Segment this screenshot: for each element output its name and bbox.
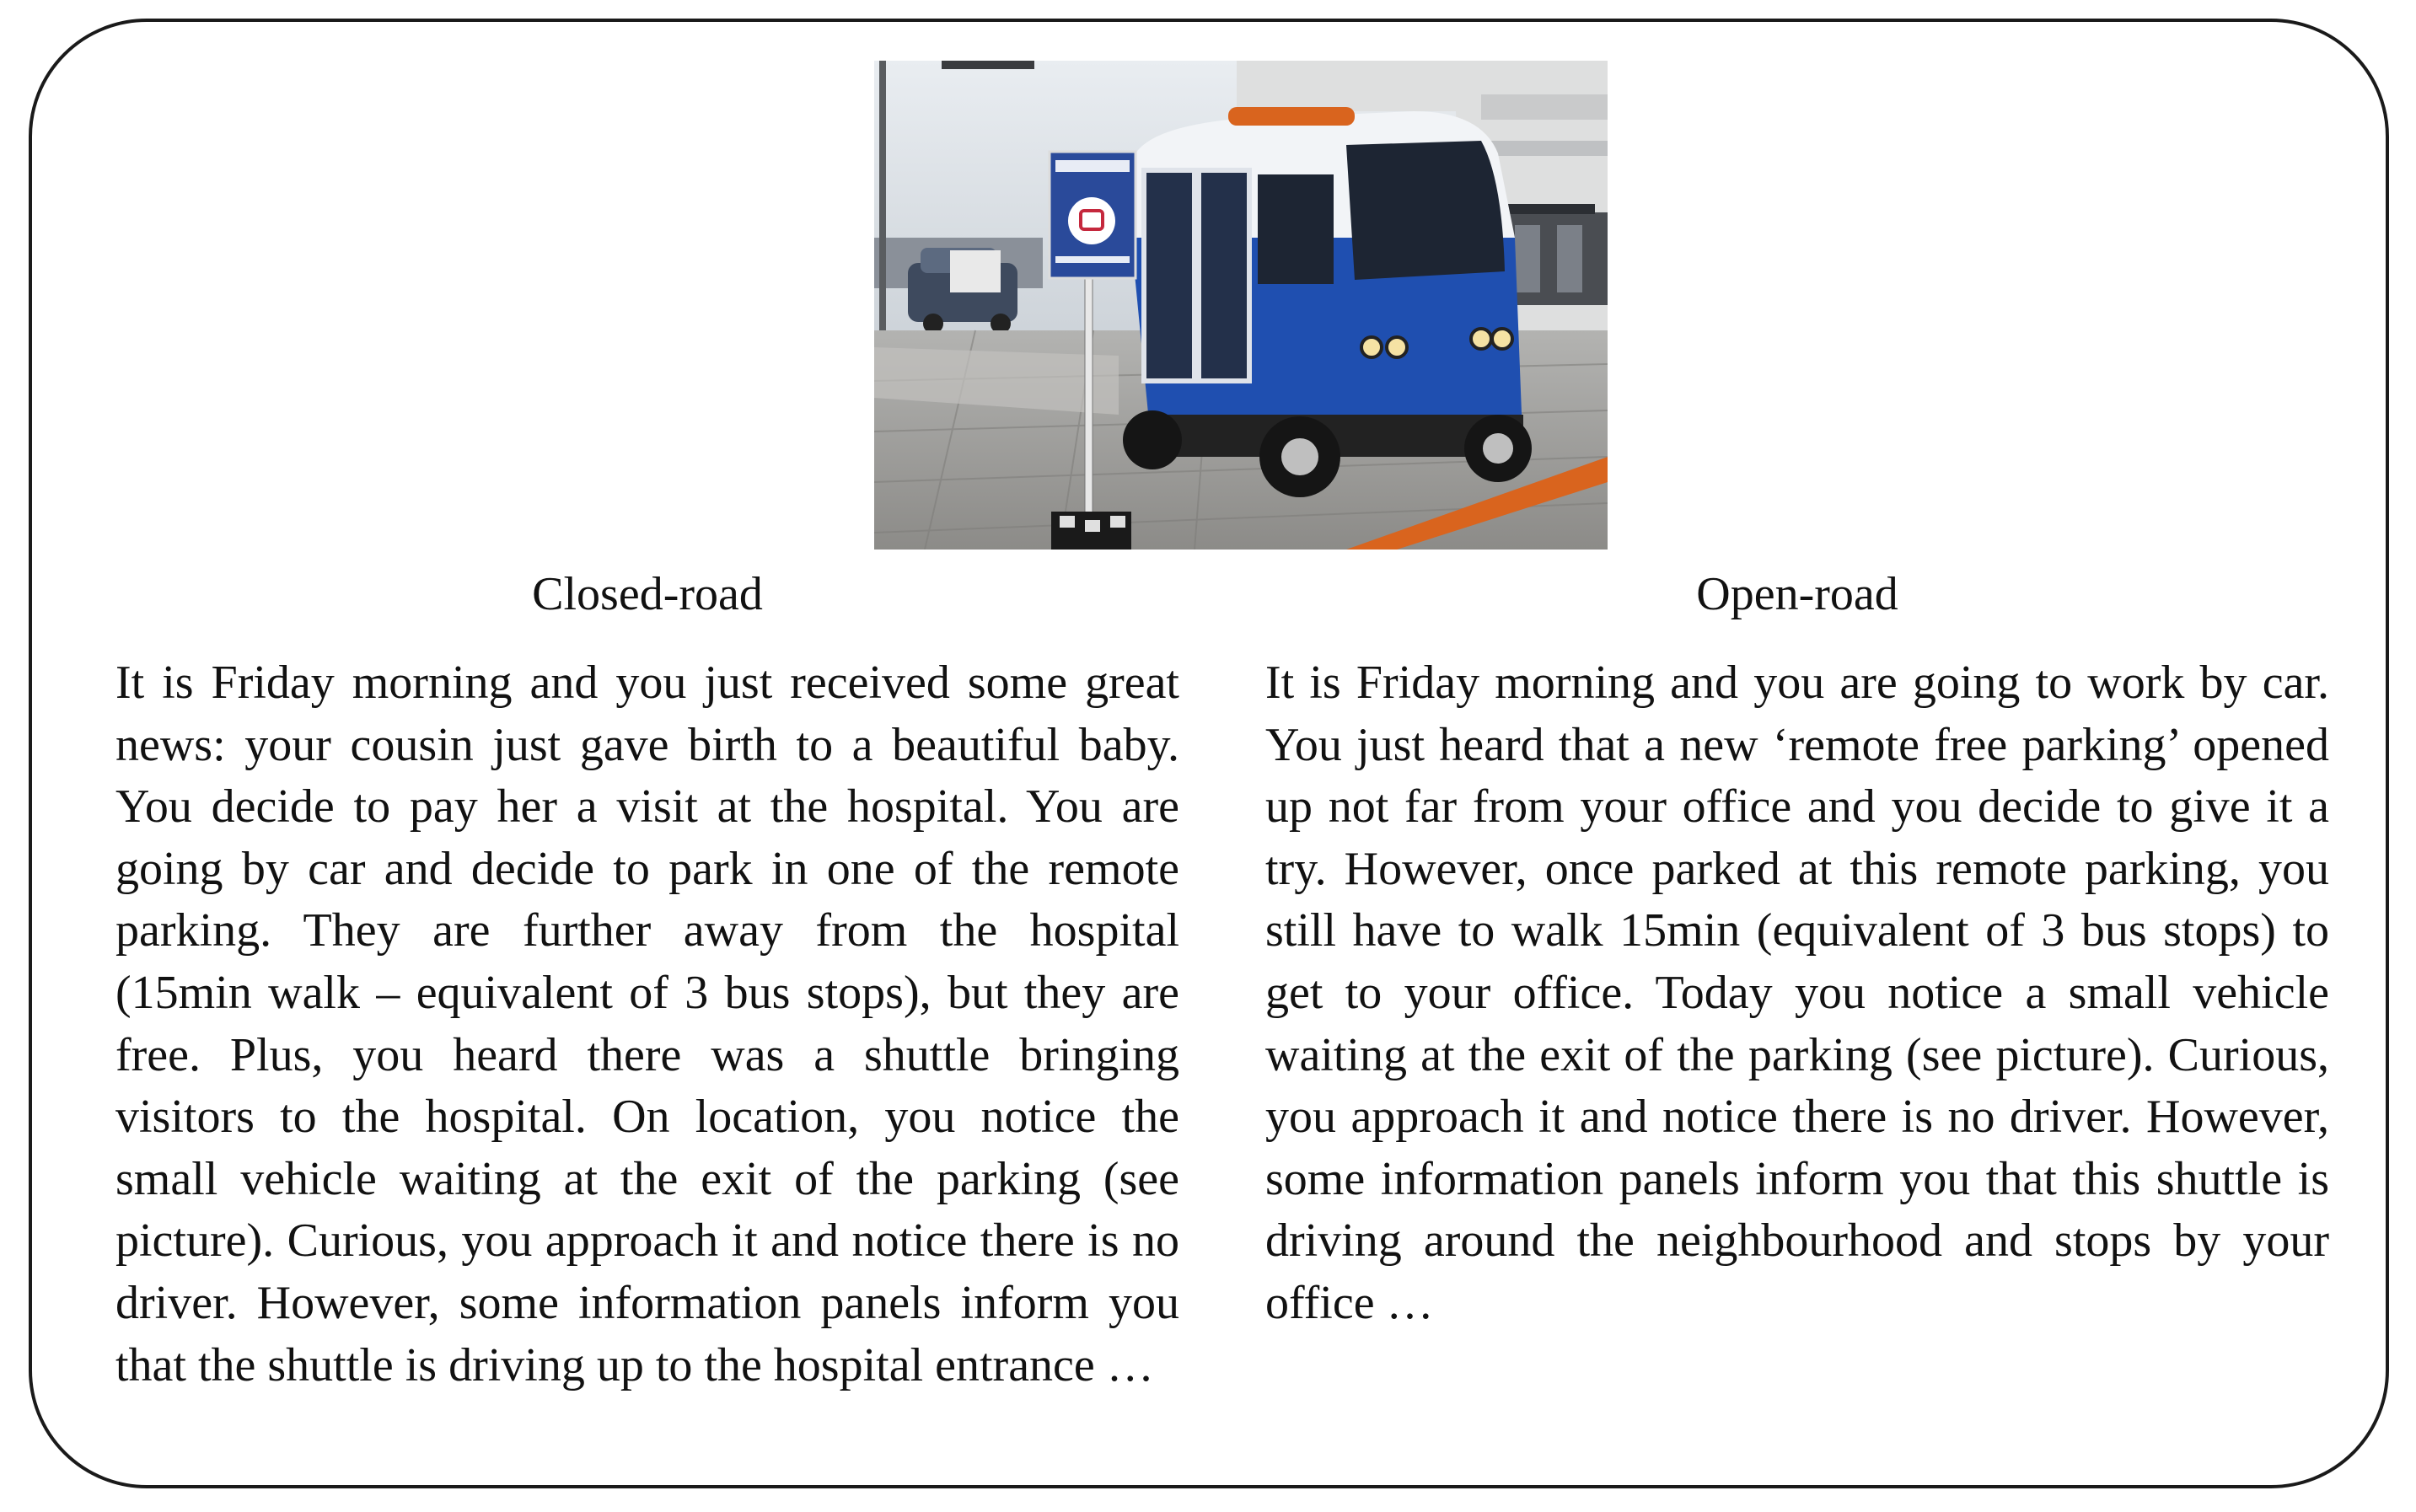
shuttle-vehicle (1123, 107, 1532, 497)
shuttle-photo (874, 61, 1608, 550)
scenario-text-open-road: It is Friday morning and you are going to work by car. You just heard that a new ‘remote free parking’ opened up not far from your office and you decide to give it a try. However, once parked at this remote parking, you still have to walk 15min (equivalent of 3 bus stops) to get to your office. Today you notice a small vehicle waiting at the exit of the parking (see picture). Curious, you approach it and notice there is no driver. However, some information panels inform you that this shuttle is driving around the neighbourhood and stops by your office … (1265, 657, 2329, 1329)
lamp-pole (879, 61, 886, 347)
heading-open-road: Open-road (1696, 568, 1898, 620)
heading-closed-road: Closed-road (532, 568, 763, 620)
scenario-text-closed-road: It is Friday morning and you just received some great news: your cousin just gave birth to a beautiful baby. You decide to pay her a visit at the hospital. You are going by car and decide to park in one of the remote parking. They are further away from the hospital (15min walk – equivalent of 3 bus stops), but they are free. Plus, you heard there was a shuttle bringing visitors to the hospital. On location, you notice the small vehicle waiting at the exit of the parking (see picture). Curious, you approach it and notice there is no driver. However, some information panels inform you that the shuttle is driving up to the hospital entrance … (115, 657, 1179, 1391)
shuttle-illustration (874, 61, 1608, 550)
